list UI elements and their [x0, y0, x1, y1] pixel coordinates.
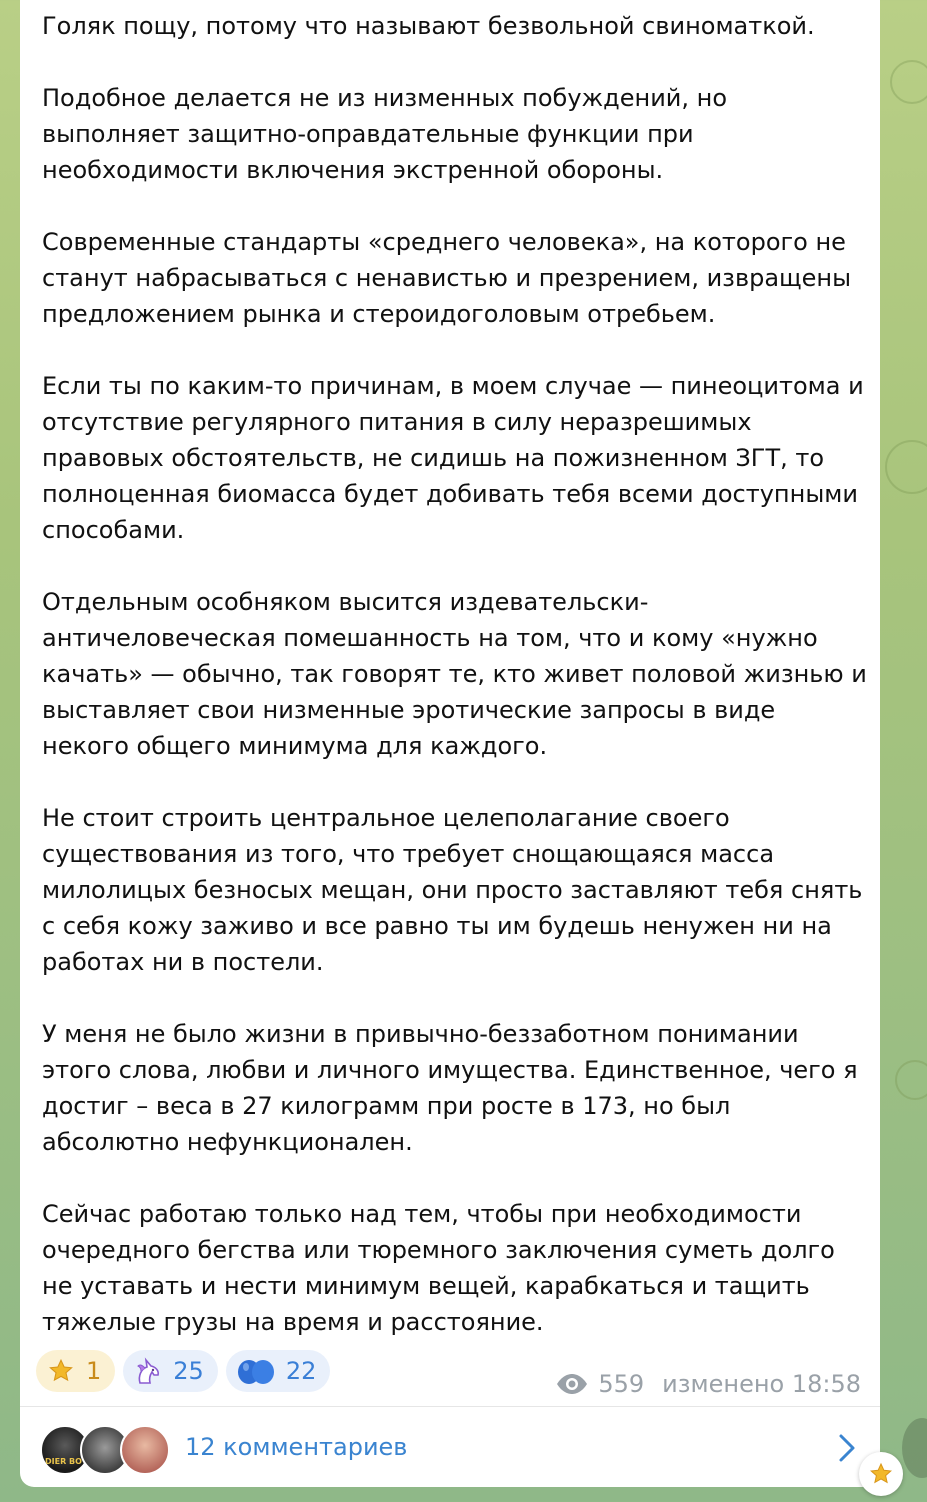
background-doodle [885, 440, 927, 494]
post-paragraph: Современные стандарты «среднего человека», на которого не станут набрасываться с ненавистью и презрением, извращены предложением рынка и стероидоголовым отребьем. [42, 228, 852, 328]
star-icon [869, 1462, 893, 1486]
avatar-tag: DIER BO [45, 1457, 82, 1466]
post-meta [556, 1370, 861, 1398]
post-paragraph: У меня не было жизни в привычно-беззаботном понимании этого слова, любви и личного имущества. Единственное, чего я достиг – веса в 27 килограмм при росте в 173, но был абсолютно нефункционален. [42, 1020, 858, 1156]
chevron-right-icon [838, 1433, 856, 1463]
blue-balls-icon [236, 1356, 276, 1386]
reaction-star[interactable] [36, 1350, 115, 1392]
background-doodle [890, 60, 927, 104]
post-paragraph: Подобное делается не из низменных побуждений, но выполняет защитно-оправдательные функции при необходимости включения экстренной обороны. [42, 84, 728, 184]
post-text [42, 8, 867, 1340]
background-doodle [895, 1060, 927, 1100]
scroll-down-button[interactable] [902, 1418, 927, 1478]
reaction-unicorn[interactable] [123, 1350, 218, 1392]
reaction-count: 1 [86, 1357, 102, 1385]
post-paragraph: Не стоит строить центральное целеполагание своего существования из того, что требует снощающаяся масса милолицых безносых мещан, они просто заставляют тебя снять с себя кожу заживо и все равно ты им будешь ненужен ни на работах ни в постели. [42, 804, 863, 976]
view-count: 559 [598, 1370, 645, 1398]
reaction-count: 25 [173, 1357, 204, 1385]
reaction-count: 22 [285, 1357, 317, 1385]
post-paragraph: Голяк пощу, потому что называют безвольной свиноматкой. [42, 12, 815, 40]
commenter-avatars [40, 1425, 190, 1473]
reactions-bar [36, 1350, 330, 1392]
comments-label: 12 комментариев [185, 1433, 408, 1461]
reaction-blue-balls[interactable] [226, 1350, 331, 1392]
post-paragraph: Отдельным особняком высится издевательски-античеловеческая помешанность на том, что и кому «нужно качать» — обычно, так говорят те, кто живет половой жизнью и выставляет свои низменные эротические запросы в виде некого общего минимума для каждого. [42, 588, 867, 760]
post-paragraph: Если ты по каким-то причинам, в моем случае — пинеоцитома и отсутствие регулярного питания в силу неразрешимых правовых обстоятельств, не сидишь на пожизненном ЗГТ, то полноценная биомасса будет добивать тебя всеми доступными способами. [42, 372, 864, 544]
edited-timestamp: изменено 18:58 [662, 1370, 861, 1398]
eye-icon [556, 1373, 588, 1395]
send-star-button[interactable] [859, 1452, 903, 1496]
post-paragraph: Сейчас работаю только над тем, чтобы при необходимости очередного бегства или тюремного заключения суметь долго не уставать и нести минимум вещей, карабкаться и тащить тяжелые грузы на время и расстояние. [42, 1200, 835, 1336]
avatar [120, 1425, 170, 1475]
unicorn-icon [133, 1356, 163, 1386]
comments-button[interactable] [20, 1407, 880, 1487]
star-icon [46, 1356, 76, 1386]
